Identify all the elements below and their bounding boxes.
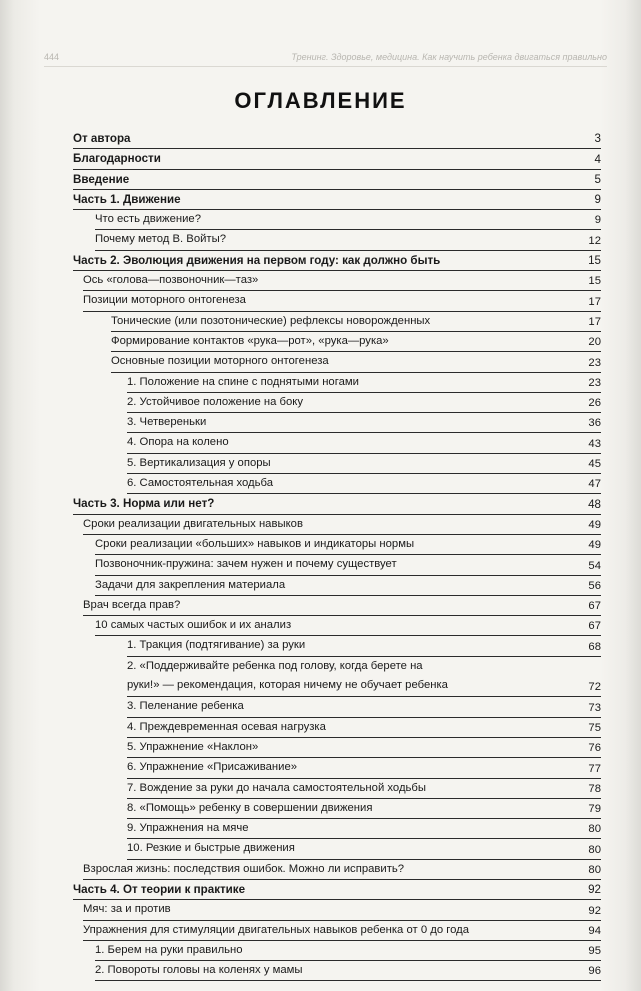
- table-of-contents: [73, 129, 601, 981]
- toc-entry[interactable]: [127, 839, 601, 859]
- toc-entry-page: 54: [588, 559, 601, 572]
- toc-entry-title: Позиции моторного онтогенеза: [83, 294, 246, 307]
- toc-entry[interactable]: [83, 900, 601, 920]
- toc-entry-title: Благодарности: [73, 152, 161, 166]
- toc-entry-page: 67: [588, 600, 601, 613]
- toc-entry-page: 78: [588, 782, 601, 795]
- toc-entry-title: 4. Преждевременная осевая нагрузка: [127, 720, 326, 733]
- toc-entry-title: 1. Тракция (подтягивание) за руки: [127, 639, 306, 652]
- running-header: [44, 52, 607, 67]
- toc-entry-page: 9: [594, 214, 601, 227]
- toc-entry-page: 72: [588, 681, 601, 694]
- toc-entry-title: От автора: [73, 132, 131, 145]
- toc-entry[interactable]: [127, 799, 601, 819]
- toc-entry-title: Часть 4. От теории к практике: [73, 882, 246, 896]
- toc-entry[interactable]: [127, 657, 601, 698]
- toc-entry-page: 96: [588, 965, 601, 978]
- toc-entry-title: Почему метод В. Войты?: [95, 233, 227, 246]
- toc-entry[interactable]: [73, 494, 601, 514]
- toc-entry-title: Часть 1. Движение: [73, 192, 181, 206]
- page-edge-shadow: [625, 0, 641, 991]
- toc-entry-page: 4: [594, 152, 601, 166]
- toc-entry[interactable]: [127, 373, 601, 393]
- toc-entry-page: 9: [594, 193, 601, 207]
- toc-entry[interactable]: [111, 332, 601, 352]
- header-page-number: 444: [44, 52, 60, 62]
- toc-entry-title: 2. «Поддерживайте ребенка под голову, когда берете на руки!» — рекомендация, которая ничему не обучает ребенка: [127, 659, 448, 692]
- toc-entry-title: 5. Упражнение «Наклон»: [127, 740, 259, 753]
- toc-entry-title: 3. Пеленание ребенка: [127, 700, 244, 713]
- toc-entry[interactable]: [111, 312, 601, 332]
- toc-entry-page: 75: [588, 721, 601, 734]
- toc-entry-page: 23: [588, 376, 601, 389]
- toc-entry-page: 94: [588, 924, 601, 937]
- toc-entry-title: Основные позиции моторного онтогенеза: [111, 355, 329, 368]
- toc-entry-title: Введение: [73, 172, 130, 186]
- toc-entry-title: Ось «голова—позвоночник—таз»: [83, 274, 259, 287]
- toc-entry-page: 49: [588, 539, 601, 552]
- toc-entry-page: 23: [588, 356, 601, 369]
- toc-entry-page: 80: [588, 863, 601, 876]
- toc-entry-title: Сроки реализации «больших» навыков и индикаторы нормы: [95, 537, 415, 550]
- toc-entry[interactable]: [73, 149, 601, 169]
- toc-entry-title: 1. Положение на спине с поднятыми ногами: [127, 375, 359, 388]
- toc-entry-title: 9. Упражнения на мяче: [127, 822, 249, 835]
- toc-entry-page: 36: [588, 417, 601, 430]
- toc-entry[interactable]: [127, 718, 601, 738]
- toc-entry-page: 47: [588, 478, 601, 491]
- toc-entry-page: 79: [588, 803, 601, 816]
- toc-entry[interactable]: [95, 941, 601, 961]
- toc-entry[interactable]: [127, 779, 601, 799]
- toc-entry-title: Формирование контактов «рука—рот», «рука—рука»: [111, 334, 389, 347]
- toc-entry-page: 68: [588, 640, 601, 653]
- toc-entry[interactable]: [83, 515, 601, 535]
- toc-entry-title: 7. Вождение за руки до начала самостоятельной ходьбы: [127, 781, 427, 794]
- toc-entry-page: 15: [588, 275, 601, 288]
- toc-entry[interactable]: [127, 758, 601, 778]
- toc-entry[interactable]: [127, 454, 601, 474]
- toc-entry[interactable]: [127, 413, 601, 433]
- toc-entry-page: 95: [588, 945, 601, 958]
- toc-entry[interactable]: [95, 961, 601, 981]
- toc-entry[interactable]: [83, 291, 601, 311]
- toc-entry-page: 17: [588, 315, 601, 328]
- toc-entry-page: 17: [588, 295, 601, 308]
- toc-entry-title: 1. Берем на руки правильно: [95, 943, 243, 956]
- toc-entry[interactable]: [73, 129, 601, 149]
- toc-entry-title: 3. Четвереньки: [127, 416, 207, 429]
- toc-entry[interactable]: [127, 433, 601, 453]
- toc-entry[interactable]: [127, 697, 601, 717]
- toc-entry[interactable]: [127, 393, 601, 413]
- toc-entry-title: 10. Резкие и быстрые движения: [127, 842, 295, 855]
- toc-entry-title: 4. Опора на колено: [127, 436, 229, 449]
- toc-entry-title: Что есть движение?: [95, 213, 201, 226]
- toc-entry-title: Мяч: за и против: [83, 903, 171, 916]
- toc-entry[interactable]: [127, 474, 601, 494]
- toc-entry-page: 5: [594, 172, 601, 186]
- toc-entry[interactable]: [127, 819, 601, 839]
- toc-entry-page: 49: [588, 518, 601, 531]
- toc-entry-page: 80: [588, 843, 601, 856]
- toc-entry-title: 6. Упражнение «Присаживание»: [127, 761, 298, 774]
- toc-entry-page: 73: [588, 701, 601, 714]
- toc-entry-page: 77: [588, 762, 601, 775]
- toc-entry-page: 76: [588, 742, 601, 755]
- toc-entry-page: 3: [594, 132, 601, 146]
- toc-entry-title: Взрослая жизнь: последствия ошибок. Можно ли исправить?: [83, 862, 405, 875]
- toc-entry-title: 10 самых частых ошибок и их анализ: [95, 619, 292, 632]
- toc-entry-page: 56: [588, 579, 601, 592]
- toc-entry[interactable]: [73, 170, 601, 190]
- toc-entry[interactable]: [83, 921, 601, 941]
- toc-entry[interactable]: [111, 352, 601, 372]
- header-running-title: Тренинг. Здоровье, медицина. Как научить ребенка двигаться правильно: [291, 52, 607, 62]
- toc-entry[interactable]: [95, 230, 601, 250]
- toc-entry-page: 20: [588, 336, 601, 349]
- toc-entry-title: Упражнения для стимуляции двигательных навыков ребенка от 0 до года: [83, 923, 470, 936]
- toc-entry[interactable]: [83, 860, 601, 880]
- toc-entry-title: 2. Устойчивое положение на боку: [127, 395, 304, 408]
- toc-entry[interactable]: [127, 738, 601, 758]
- toc-entry-title: Тонические (или позотонические) рефлексы новорожденных: [111, 314, 431, 327]
- toc-entry-page: 48: [588, 497, 601, 511]
- toc-entry-title: Позвоночник-пружина: зачем нужен и почему существует: [95, 558, 397, 571]
- toc-entry[interactable]: [83, 271, 601, 291]
- toc-entry[interactable]: [95, 616, 601, 636]
- toc-entry-page: 80: [588, 823, 601, 836]
- toc-entry[interactable]: [73, 880, 601, 900]
- toc-entry[interactable]: [83, 596, 601, 616]
- toc-entry-title: Часть 2. Эволюция движения на первом году: как должно быть: [73, 253, 441, 267]
- toc-entry-page: 67: [588, 620, 601, 633]
- toc-entry[interactable]: [73, 190, 601, 210]
- toc-entry-page: 15: [588, 254, 601, 268]
- toc-entry-page: 92: [588, 883, 601, 897]
- page-title: ОГЛАВЛЕНИЕ: [234, 88, 407, 113]
- toc-entry-page: 92: [588, 904, 601, 917]
- toc-entry-page: 26: [588, 397, 601, 410]
- toc-entry-title: 5. Вертикализация у опоры: [127, 456, 271, 469]
- toc-entry-title: 6. Самостоятельная ходьба: [127, 477, 274, 490]
- toc-entry[interactable]: [95, 555, 601, 575]
- toc-entry-title: 8. «Помощь» ребенку в совершении движения: [127, 801, 373, 814]
- toc-entry-page: 43: [588, 437, 601, 450]
- toc-entry[interactable]: [127, 636, 601, 656]
- toc-entry-title: Задачи для закрепления материала: [95, 578, 286, 591]
- toc-entry[interactable]: [95, 210, 601, 230]
- toc-entry[interactable]: [95, 576, 601, 596]
- toc-entry-page: 45: [588, 458, 601, 471]
- toc-entry-title: Часть 3. Норма или нет?: [73, 497, 215, 511]
- toc-entry[interactable]: [73, 251, 601, 271]
- toc-entry-title: Сроки реализации двигательных навыков: [83, 517, 303, 530]
- toc-entry-title: 2. Повороты головы на коленях у мамы: [95, 964, 303, 977]
- toc-entry[interactable]: [95, 535, 601, 555]
- toc-entry-title: Врач всегда прав?: [83, 598, 181, 611]
- toc-entry-page: 12: [588, 234, 601, 247]
